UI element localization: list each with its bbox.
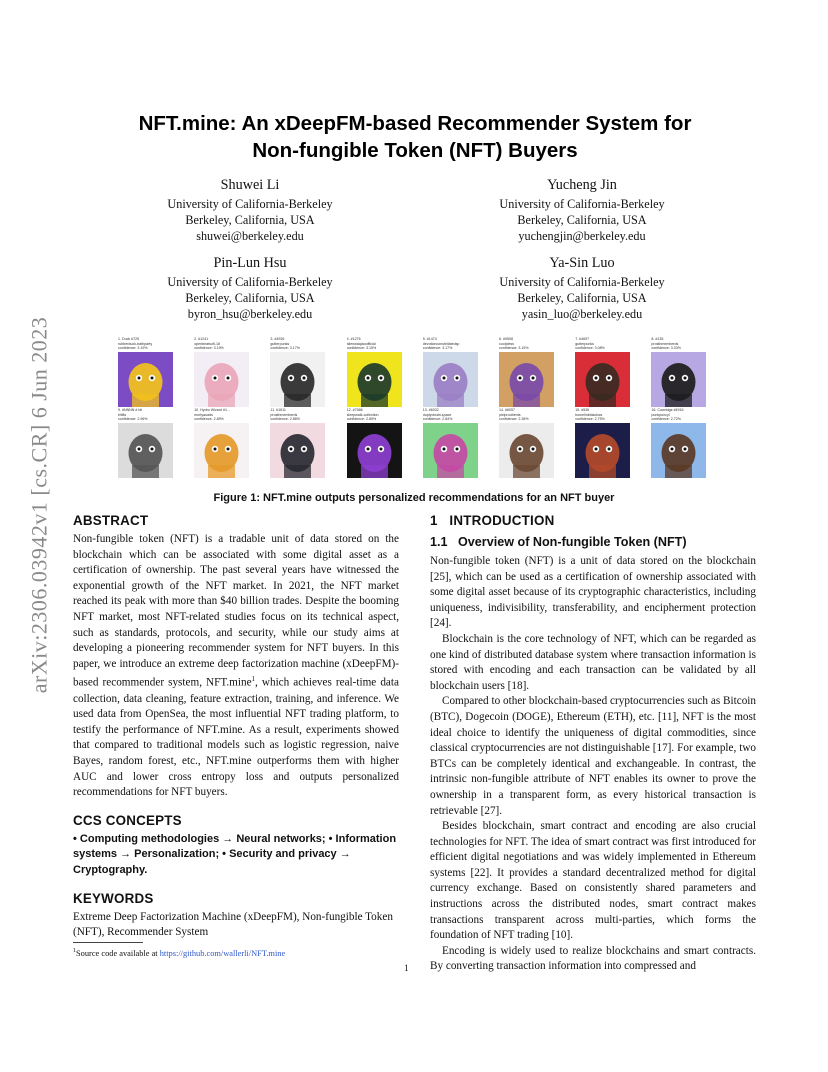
footnote-marker: 1 (251, 675, 256, 684)
nft-artwork (499, 423, 554, 478)
nft-artwork (118, 352, 173, 407)
nft-collection-label: rubberduck-bathparty (118, 341, 153, 346)
nft-artwork-shape (423, 423, 478, 478)
nft-collection-label: prosthmemberds (651, 341, 679, 346)
keywords-text: Extreme Deep Factorization Machine (xDeepFM), Non-fungible Token (NFT), Recommender System (73, 910, 393, 939)
ccs-concepts-text: • Computing methodologies → Neural networks; • Information systems → Personalization; • Security and privacy → Cryptography. (73, 832, 397, 877)
nft-collection-label: alienwaqiaoofficial (346, 341, 376, 346)
footnote (73, 942, 399, 959)
nft-rank-label: 9. #NNNN # bit (118, 408, 143, 412)
nft-tile (499, 337, 554, 407)
author-name: Yucheng Jin (547, 177, 617, 193)
nft-collection-label: prosthmemberds (270, 412, 298, 417)
author-block-4 (462, 253, 702, 322)
nft-tile (423, 337, 478, 407)
nft-rank-label: 16. Cowridge #4916 (651, 408, 684, 412)
nft-tile (575, 337, 630, 407)
nft-rank-label: 2. #1241 (194, 337, 209, 341)
nft-confidence-label: confidence: 2.84% (422, 417, 453, 422)
nft-recommendation-figure (118, 337, 710, 477)
nft-collection-label: boomlinkblackics (575, 412, 603, 417)
nft-confidence-label: confidence: 2.85% (346, 417, 377, 422)
intro-paragraph-3: Compared to other blockchain-based cryptocurrencies such as Bitcoin (BTC), Dogecoin (DOGE), Ethereum (ETH), etc. [11], NFT is the most ideal choice to identify the uniqueness of digital commodities, since classical cryptocurrencies are not distinguishable [17]. For example, two BTCs can be completely identical and exchangeable. In contrast, the intrinsic non-fungible attribute of NFT enables its owner to prove the ownership in a transparent form, as every historical transaction is retrievable [27]. (430, 695, 756, 817)
nft-confidence-label: confidence: 3.19% (194, 346, 224, 351)
keywords-heading: KEYWORDS (73, 890, 154, 906)
nft-artwork-shape (194, 423, 249, 478)
title-line-1: NFT.mine: An xDeepFM-based Recommender System for (138, 112, 692, 135)
nft-tile (194, 408, 249, 478)
nft-rank-label: 7. #4697 (575, 337, 590, 341)
footnote-text (73, 946, 399, 959)
nft-artwork (499, 352, 554, 407)
nft-collection-label: duptydoubt-space (422, 412, 452, 417)
nft-artwork (194, 352, 249, 407)
intro-paragraph-5: Encoding is widely used to realize blockchains and smart contracts. By converting transaction information into compressed and (430, 944, 756, 973)
author-block-2 (462, 175, 702, 244)
nft-rank-label: 15. #536 (575, 408, 590, 412)
nft-tile (575, 408, 630, 478)
nft-tile (118, 408, 173, 478)
nft-rank-label: 14. #6057 (499, 408, 515, 412)
author-location: Berkeley, California, USA (517, 213, 647, 227)
nft-tile-caption (651, 337, 706, 352)
nft-rank-label: 5. #1474 (422, 337, 437, 341)
nft-artwork-shape (575, 352, 630, 407)
intro-paragraph-2: Blockchain is the core technology of NFT, which can be regarded as one kind of distributed database system where transaction information is stored with encoding and each transaction can be validated by all blockchain users [18]. (430, 632, 756, 692)
right-column (430, 512, 756, 975)
nft-tile (347, 408, 402, 478)
author-name: Pin-Lun Hsu (213, 255, 287, 271)
nft-tile (194, 337, 249, 407)
author-location: Berkeley, California, USA (517, 291, 647, 305)
author-block-1 (130, 175, 370, 244)
nft-artwork-shape (423, 352, 478, 407)
nft-artwork-shape (194, 352, 249, 407)
nft-confidence-label: confidence: 2.72% (651, 417, 681, 422)
nft-collection-label: sleepwalk-collection (346, 412, 379, 417)
nft-confidence-label: confidence: 2.88% (270, 417, 300, 422)
nft-artwork-shape (118, 352, 173, 407)
nft-confidence-label: confidence: 2.38% (499, 417, 529, 422)
author-email: shuwei@berkeley.edu (196, 229, 304, 243)
nft-tile (499, 408, 554, 478)
nft-tile-caption (347, 408, 402, 423)
nft-tile (118, 337, 173, 407)
nft-collection-label: pixlprooberds (499, 412, 521, 417)
nft-tile (651, 337, 706, 407)
nft-tile (423, 408, 478, 478)
nft-artwork-shape (499, 423, 554, 478)
introduction-heading: 1 INTRODUCTION (430, 513, 555, 528)
nft-collection-label: mortyauads (194, 412, 213, 417)
nft-collection-label: devotionconstellatedsp (422, 341, 460, 346)
nft-tile-caption (270, 337, 325, 352)
nft-artwork (575, 423, 630, 478)
nft-confidence-label: confidence: 3.03% (651, 346, 681, 351)
nft-tile-caption (347, 337, 402, 352)
overview-subheading: 1.1 Overview of Non-fungible Token (NFT) (430, 535, 687, 549)
arxiv-identifier-text: arXiv:2306.03942v1 [cs.CR] 6 Jun 2023 (26, 316, 51, 694)
nft-tile-caption (118, 337, 173, 352)
nft-tile-caption (270, 408, 325, 423)
author-location: Berkeley, California, USA (185, 291, 315, 305)
nft-tile-caption (499, 408, 554, 423)
abstract-heading: ABSTRACT (73, 513, 149, 528)
nft-artwork (270, 423, 325, 478)
nft-tile-caption (194, 337, 249, 352)
intro-paragraph-4: Besides blockchain, smart contract and encoding are also crucial technologies for NFT. The idea of smart contract was first introduced for efficient digital negotiations and was widely implemented in Ethereum systems [22]. It provides a standard decentralized method for digital currency exchange. Based on consistently shared parameters and instructions across the distributed nodes, smart contract makes transactions transparent across multi-parties, which forms the foundation of NFT trading [10]. (430, 820, 756, 942)
nft-tile-caption (194, 408, 249, 423)
nft-artwork-shape (347, 423, 402, 478)
nft-confidence-label: confidence: 2.89% (194, 417, 224, 422)
nft-artwork (575, 352, 630, 407)
nft-confidence-label: confidence: 3.08% (575, 346, 605, 351)
left-column (73, 512, 399, 941)
author-name: Shuwei Li (220, 177, 280, 193)
footnote-label: Source code available at (76, 948, 160, 958)
nft-tile (270, 337, 325, 407)
abstract-text (73, 532, 399, 801)
nft-collection-label: punkpuncyl (651, 412, 670, 417)
paper-title (80, 110, 750, 164)
nft-confidence-label: confidence: 3.15% (499, 346, 529, 351)
nft-confidence-label: confidence: 3.17% (422, 346, 453, 351)
nft-artwork (194, 423, 249, 478)
nft-collection-label: gutterpunks (270, 341, 290, 346)
nft-collection-label: openbeatsofl-18 (194, 341, 220, 346)
author-email: byron_hsu@berkeley.edu (187, 307, 313, 321)
author-affiliation: University of California-Berkeley (499, 275, 665, 289)
nft-artwork-shape (651, 352, 706, 407)
nft-artwork (423, 352, 478, 407)
nft-tile-caption (118, 408, 173, 423)
nft-collection-label: coolpless (499, 341, 514, 346)
nft-confidence-label: confidence: 3.15% (346, 346, 377, 351)
nft-rank-label: 1. Duck #725 (118, 337, 140, 341)
nft-tile (270, 408, 325, 478)
nft-tile-caption (423, 337, 478, 352)
title-line-2: Non-fungible Token (NFT) Buyers (252, 139, 578, 162)
nft-tile-caption (423, 408, 478, 423)
nft-artwork-shape (651, 423, 706, 478)
nft-tile (347, 337, 402, 407)
author-name: Ya-Sin Luo (549, 255, 615, 271)
nft-artwork-shape (270, 423, 325, 478)
nft-artwork-shape (118, 423, 173, 478)
figure-caption: Figure 1: NFT.mine outputs personalized recommendations for an NFT buyer (213, 492, 615, 504)
nft-rank-label: 10. Hydro Wizard #1... (194, 408, 230, 412)
author-email: yasin_luo@berkeley.edu (521, 307, 643, 321)
nft-artwork-shape (575, 423, 630, 478)
abstract-text-part-1: Non-fungible token (NFT) is a tradable unit of data stored on the blockchain which can be associated with some digital asset as a certification of ownership. The past several years have witnessed the exponential growth of the NFT market. In 2021, the NFT market reached its peak with more than $40 billion trades. Despite the booming NFT market, most NFT-related studies focus on its technical aspect, such as standards, protocols, and security, while our study aims at developing a pioneering recommender system for NFT buyers. In this paper, we introduce an extreme deep factorization machine (xDeepFM)-based recommender system, NFT.mine (73, 533, 399, 690)
intro-paragraph-1: Non-fungible token (NFT) is a unit of data stored on the blockchain [25], which can be used as a certification of ownership associated with some digital asset because of its cryptographic characteristics, including uniqueness, indivisibility, transferability, and encipherment protection [24]. (430, 555, 756, 630)
author-email: yuchengjin@berkeley.edu (518, 229, 646, 243)
abstract-text-part-2: , which achieves real-time data collection, data cleaning, feature extraction, training, and inference. We used data from OpenSea, the most influential NFT trading platform, to testify the performance of NFT.mine. As a result, experiments showed that compared to traditional models such as logistic regression, naive Bayes, random forest, etc., NFT.mine outperforms them with higher AUC and lower cross entropy loss and outputs personalized recommendations for NFT buyers. (73, 677, 399, 799)
author-location: Berkeley, California, USA (185, 213, 315, 227)
nft-artwork-shape (499, 352, 554, 407)
nft-rank-label: 12. #7586 (346, 408, 363, 412)
nft-artwork (651, 423, 706, 478)
author-affiliation: University of California-Berkeley (499, 197, 665, 211)
footnote-number: 1 (73, 948, 76, 954)
nft-tile-caption (575, 408, 630, 423)
nft-artwork (347, 423, 402, 478)
nft-confidence-label: confidence: 3.17% (270, 346, 300, 351)
nft-artwork (423, 423, 478, 478)
nft-artwork-shape (270, 352, 325, 407)
author-affiliation: University of California-Berkeley (167, 275, 333, 289)
nft-rank-label: 3. #4926 (270, 337, 285, 341)
nft-tile-caption (575, 337, 630, 352)
nft-rank-label: 13. #6032 (422, 408, 439, 412)
nft-tile-caption (651, 408, 706, 423)
nft-tile (651, 408, 706, 478)
nft-confidence-label: confidence: 2.75% (575, 417, 605, 422)
nft-tile-caption (499, 337, 554, 352)
arxiv-identifier (14, 300, 64, 710)
nft-artwork (651, 352, 706, 407)
nft-artwork (270, 352, 325, 407)
nft-artwork-shape (347, 352, 402, 407)
source-code-link[interactable]: https://github.com/wallerli/NFT.mine (159, 948, 286, 958)
nft-artwork (118, 423, 173, 478)
page-number: 1 (404, 964, 409, 974)
nft-rank-label: 11. #1611 (270, 408, 286, 412)
nft-collection-label: gutterpunks (575, 341, 594, 346)
footnote-rule (73, 942, 143, 943)
author-affiliation: University of California-Berkeley (167, 197, 333, 211)
nft-rank-label: 8. #135 (651, 337, 664, 341)
author-block-3 (130, 253, 370, 322)
nft-collection-label: bitlits (118, 412, 127, 417)
ccs-concepts-heading: CCS CONCEPTS (73, 812, 182, 828)
nft-rank-label: 6. #9508 (499, 337, 513, 341)
nft-rank-label: 4. #1276 (346, 337, 361, 341)
nft-confidence-label: confidence: 3.19% (118, 346, 148, 351)
nft-artwork (347, 352, 402, 407)
nft-confidence-label: confidence: 2.96% (118, 417, 148, 422)
